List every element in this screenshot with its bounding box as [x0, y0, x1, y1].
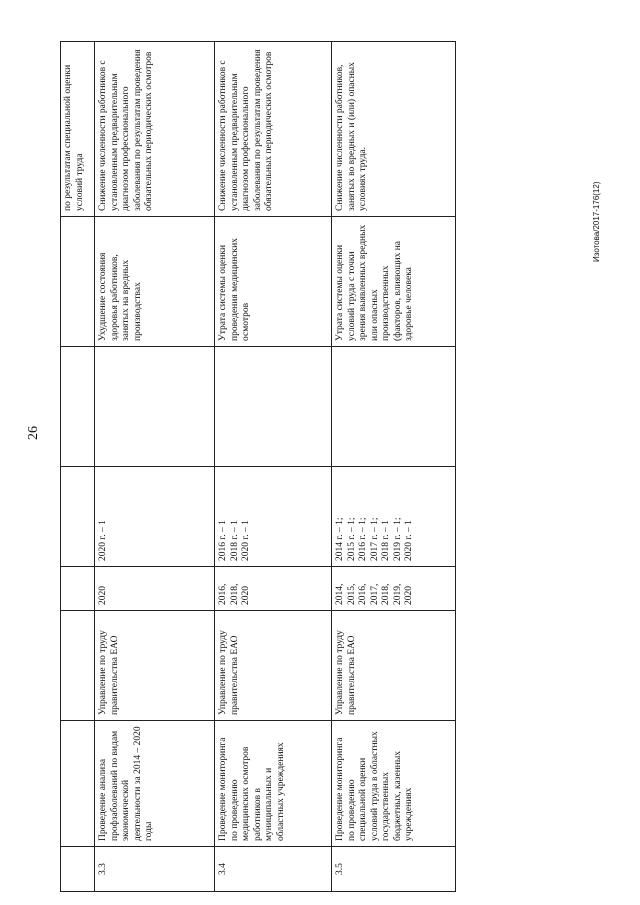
cell-executor: Управление по труду правительства ЕАО — [95, 611, 215, 721]
measures-table — [60, 41, 456, 892]
cell-executor — [61, 611, 95, 721]
cell-deadlines: 2014 г. – 1; 2015 г. – 1; 2016 г. – 1; 2017 г. – 1; 2018 г. – 1 2019 г. – 1; 2020 г. – 1 — [332, 467, 456, 567]
cell-empty — [215, 347, 332, 467]
document-footer: Изотова/2017-176(12) — [592, 181, 601, 262]
cell-deadlines: 2016 г. – 1 2018 г. – 1 2020 г. – 1 — [215, 467, 332, 567]
cell-executor: Управление по труду правительства ЕАО — [215, 611, 332, 721]
cell-years: 2020 — [95, 567, 215, 611]
cell-years: 2014, 2015, 2016, 2017, 2018, 2019, 2020 — [332, 567, 456, 611]
cell-empty — [95, 347, 215, 467]
cell-risk: Утрата системы оценки условий труда с точки зрения выявленных вредных или опасных производственных (факторов, влияющих на здоровье человека — [332, 217, 456, 347]
cell-num: 3.5 — [332, 847, 456, 892]
cell-event — [61, 721, 95, 847]
page-number: 26 — [26, 426, 41, 440]
table-row — [215, 42, 332, 892]
cell-years: 2016, 2018, 2020 — [215, 567, 332, 611]
cell-event: Проведение анализа профзаболеваний по видам экономической деятельности за 2014 – 2020 годы — [95, 721, 215, 847]
cell-deadlines — [61, 467, 95, 567]
table-row — [61, 42, 95, 892]
cell-risk — [61, 217, 95, 347]
table-row — [95, 42, 215, 892]
cell-executor: Управление по труду правительства ЕАО — [332, 611, 456, 721]
cell-result: Снижение численности работников с установленным предварительным диагнозом профессионального заболевания по результатам проведения обязательных периодических осмотров — [95, 42, 215, 217]
cell-result: Снижение численности работников с установленным предварительным диагнозом профессионального заболевания по результатам проведения обязательных периодических осмотров — [215, 42, 332, 217]
rotated-table-container — [60, 42, 455, 892]
cell-num — [61, 847, 95, 892]
cell-num: 3.3 — [95, 847, 215, 892]
cell-empty — [61, 347, 95, 467]
cell-result: по результатам специальной оценки условий труда — [61, 42, 95, 217]
cell-risk: Утрата системы оценки проведения медицинских осмотров — [215, 217, 332, 347]
cell-empty — [332, 347, 456, 467]
cell-num: 3.4 — [215, 847, 332, 892]
cell-result: Снижение численности работников, занятых во вредных и (или) опасных условиях труда. — [332, 42, 456, 217]
table-row — [332, 42, 456, 892]
cell-deadlines: 2020 г. – 1 — [95, 467, 215, 567]
cell-event: Проведение мониторинга по проведению медицинских осмотров работников в муниципальных и областных учреждениях — [215, 721, 332, 847]
cell-years — [61, 567, 95, 611]
cell-risk: Ухудшение состояния здоровья работников, занятых на вредных производствах — [95, 217, 215, 347]
cell-event: Проведение мониторинга по проведению специальной оценки условий труда в областных государственных бюджетных, казенных учреждениях — [332, 721, 456, 847]
